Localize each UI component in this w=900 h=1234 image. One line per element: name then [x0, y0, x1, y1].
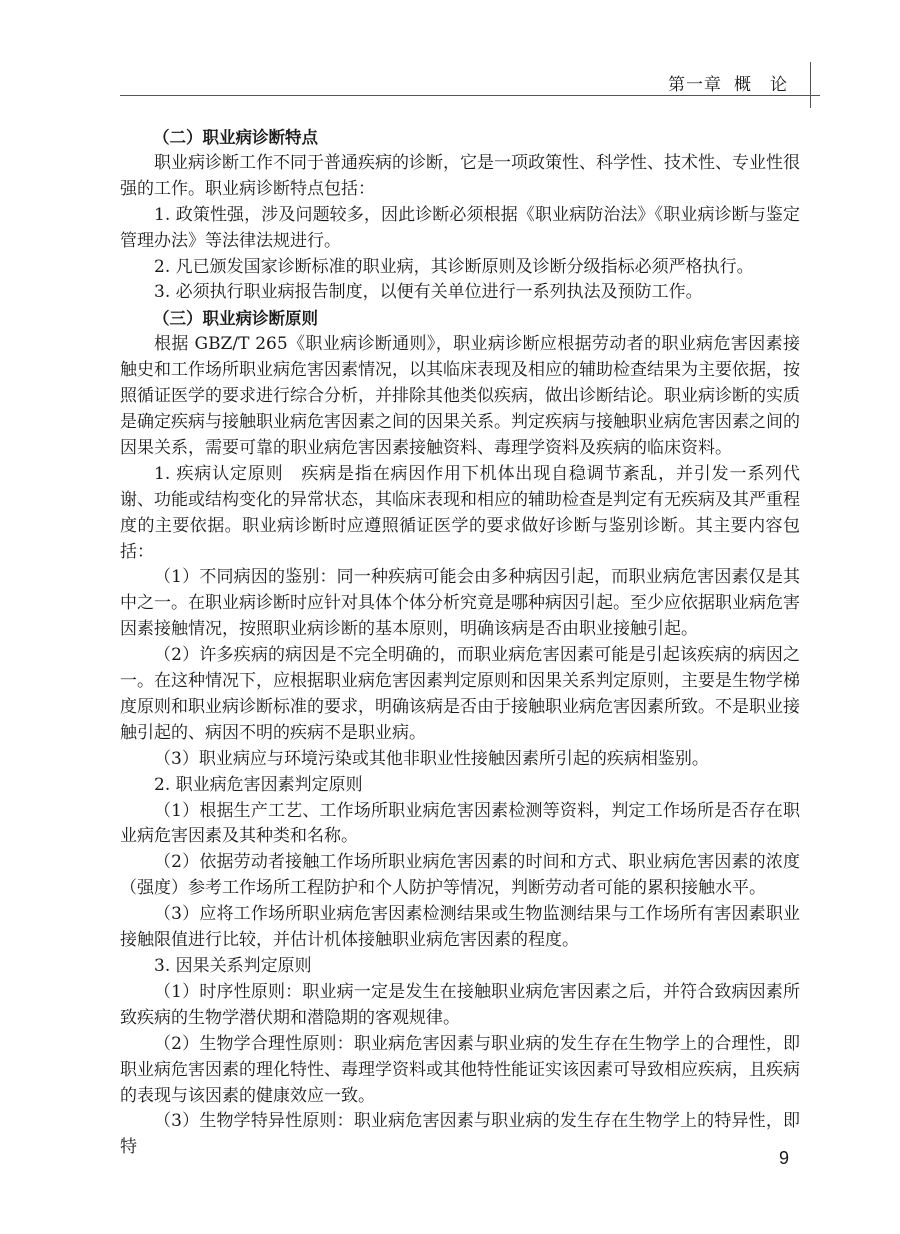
header-rule: [120, 95, 820, 96]
list-item: 2. 职业病危害因素判定原则: [154, 774, 363, 795]
section-heading: （三）职业病诊断原则: [153, 309, 318, 329]
paragraph: 根据 GBZ/T 265《职业病诊断通则》，职业病诊断应根据劳动者的职业病危害因素接触史和工作场所职业病危害因素情况，以其临床表现及相应的辅助检查结果为主要依据，按照循证医学的要求进行综合分析，并排除其他类似疾病，做出诊断结论。职业病诊断的实质是确定疾病与接触职业病危害因素之间的因果关系。判定疾病与接触职业病危害因素之间的因果关系，需要可靠的职业病危害因素接触资料、毒理学资料及疾病的临床资料。: [120, 334, 800, 458]
running-header: [668, 70, 788, 95]
sub-list-item: （3）职业病应与环境污染或其他非职业性接触因素所引起的疾病相鉴别。: [154, 748, 709, 769]
sub-list-item: （1）根据生产工艺、工作场所职业病危害因素检测等资料，判定工作场所是否存在职业病危害因素及其种类和名称。: [120, 800, 800, 847]
chapter-title: 概 论: [734, 75, 788, 95]
list-item: 1. 疾病认定原则 疾病是指在病因作用下机体出现自稳调节紊乱，并引发一系列代谢、功能或结构变化的异常状态，其临床表现和相应的辅助检查是判定有无疾病及其严重程度的主要依据。职业病诊断时应遵照循证医学的要求做好诊断与鉴别诊断。其主要内容包括：: [120, 463, 800, 562]
sub-list-item: （1）时序性原则：职业病一定是发生在接触职业病危害因素之后，并符合致病因素所致疾病的生物学潜伏期和潜隐期的客观规律。: [120, 981, 800, 1028]
sub-list-item: （2）依据劳动者接触工作场所职业病危害因素的时间和方式、职业病危害因素的浓度（强度）参考工作场所工程防护和个人防护等情况，判断劳动者可能的累积接触水平。: [120, 852, 800, 899]
paragraph: 职业病诊断工作不同于普通疾病的诊断，它是一项政策性、科学性、技术性、专业性很强的工作。职业病诊断特点包括：: [120, 152, 800, 199]
page-number: 9: [779, 1148, 790, 1168]
sub-list-item: （1）不同病因的鉴别：同一种疾病可能会由多种病因引起，而职业病危害因素仅是其中之一。在职业病诊断时应针对具体个体分析究竟是哪种病因引起。至少应依据职业病危害因素接触情况，按照职业病诊断的基本原则，明确该病是否由职业接触引起。: [120, 567, 800, 640]
sub-list-item: （2）生物学合理性原则：职业病危害因素与职业病的发生存在生物学上的合理性，即职业病危害因素的理化特性、毒理学资料或其他特性能证实该因素可导致相应疾病，且疾病的表现与该因素的健康效应一致。: [120, 1033, 800, 1106]
sub-list-item: （2）许多疾病的病因是不完全明确的，而职业病危害因素可能是引起该疾病的病因之一。在这种情况下，应根据职业病危害因素判定原则和因果关系判定原则，主要是生物学梯度原则和职业病诊断标准的要求，明确该病是否由于接触职业病危害因素所致。不是职业接触引起的、病因不明的疾病不是职业病。: [120, 645, 800, 743]
sub-list-item: （3）应将工作场所职业病危害因素检测结果或生物监测结果与工作场所有害因素职业接触限值进行比较，并估计机体接触职业病危害因素的程度。: [120, 904, 800, 951]
list-item: 2. 凡已颁发国家诊断标准的职业病，其诊断原则及诊断分级指标必须严格执行。: [154, 256, 754, 277]
page-body: [120, 125, 800, 1161]
list-item: 1. 政策性强，涉及问题较多，因此诊断必须根据《职业病防治法》《职业病诊断与鉴定管理办法》等法律法规进行。: [120, 204, 800, 251]
chapter-label: 第一章: [668, 75, 722, 95]
list-item: 3. 必须执行职业病报告制度，以便有关单位进行一系列执法及预防工作。: [154, 282, 703, 303]
header-vertical-rule: [810, 62, 811, 108]
sub-list-item: （3）生物学特异性原则：职业病危害因素与职业病的发生存在生物学上的特异性，即特: [120, 1111, 800, 1158]
list-item: 3. 因果关系判定原则: [154, 956, 312, 976]
section-heading: （二）职业病诊断特点: [153, 128, 318, 147]
